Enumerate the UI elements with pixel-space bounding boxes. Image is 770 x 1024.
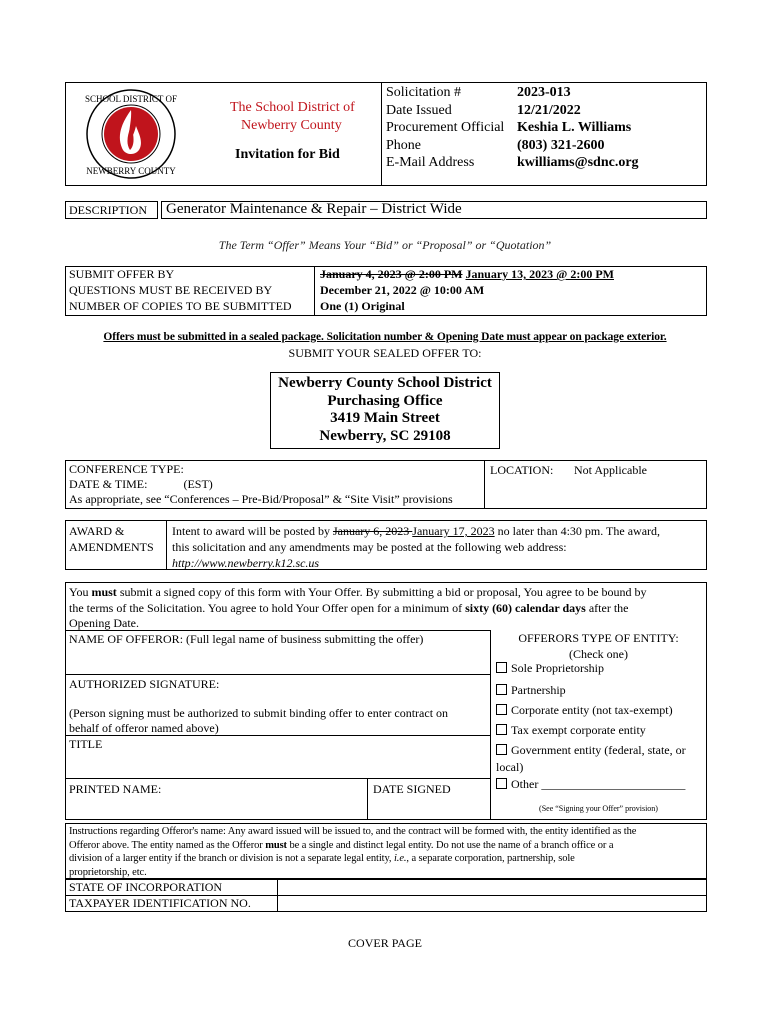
svg-text:NEWBERRY COUNTY: NEWBERRY COUNTY <box>86 166 176 176</box>
title-label: TITLE <box>69 737 103 751</box>
instructions-text <box>69 825 705 879</box>
solicitation-values <box>517 84 639 172</box>
label-questions-due: QUESTIONS MUST BE RECEIVED BY <box>69 283 273 297</box>
label-email: E-Mail Address <box>386 155 475 170</box>
entity-option-government[interactable] <box>496 742 686 776</box>
entity-option-label: Sole Proprietorship <box>511 661 604 675</box>
address-block <box>270 375 500 445</box>
entity-note: (See “Signing your Offer” provision) <box>539 804 658 813</box>
state-of-incorporation-label: STATE OF INCORPORATION <box>69 880 223 894</box>
printed-name-field[interactable] <box>66 797 366 819</box>
taxpayer-id-field[interactable] <box>278 896 706 911</box>
label-procurement-official: Procurement Official <box>386 120 505 135</box>
taxpayer-id-label: TAXPAYER IDENTIFICATION NO. <box>69 896 251 910</box>
instructions-line4: proprietorship, etc. <box>69 866 147 878</box>
address-line-4: Newberry, SC 29108 <box>319 427 451 444</box>
conference-type-label: CONFERENCE TYPE: <box>69 462 184 476</box>
checkbox-icon[interactable] <box>496 704 507 715</box>
description-value: Generator Maintenance & Repair – District Wide <box>166 201 462 217</box>
instructions-line3-a: division of a larger entity if the branch or division is not a separate legal entity, <box>69 853 394 864</box>
authorized-signature-note <box>69 706 448 736</box>
solicitation-labels <box>386 84 504 172</box>
entity-title-line2: (Check one) <box>569 647 628 661</box>
conference-note: As appropriate, see “Conferences – Pre-Bid/Proposal” & “Site Visit” provisions <box>69 492 453 506</box>
dates-labels <box>69 266 292 314</box>
instructions-must: must <box>265 839 287 851</box>
signing-text-d: after the <box>585 600 629 615</box>
dates-values <box>320 266 614 314</box>
checkbox-icon[interactable] <box>496 684 507 695</box>
doc-type: Invitation for Bid <box>235 147 340 162</box>
signing-days: sixty (60) calendar days <box>465 600 586 615</box>
signing-text-a: You <box>69 585 92 599</box>
checkbox-icon[interactable] <box>496 744 507 755</box>
number-of-copies: One (1) Original <box>320 299 405 313</box>
signing-text-e: Opening Date. <box>69 616 139 630</box>
award-label-line1: AWARD & <box>69 524 125 538</box>
entity-option-label: Partnership <box>511 683 566 697</box>
instructions-line1: Instructions regarding Offeror's name: Any award issued will be issued to, and the contract will be formed with, the entity identified as the <box>69 826 637 837</box>
authorized-signature-label: AUTHORIZED SIGNATURE: <box>69 677 220 691</box>
instructions-line2-a: Offeror above. The entity named as the Offeror <box>69 839 266 851</box>
authorized-signature-field[interactable] <box>66 692 489 704</box>
procurement-official: Keshia L. Williams <box>517 120 632 135</box>
solicitation-number: 2023-013 <box>517 85 571 100</box>
printed-name-label: PRINTED NAME: <box>69 782 162 796</box>
location-label: LOCATION: <box>490 463 554 477</box>
label-number-of-copies: NUMBER OF COPIES TO BE SUBMITTED <box>69 299 292 313</box>
signing-text-b: submit a signed copy of this form with Your Offer. By submitting a bid or proposal, You agree to be bound by <box>116 585 647 599</box>
signing-must: must <box>91 585 117 599</box>
entity-option-label: Government entity (federal, state, or <box>511 743 686 757</box>
award-label-line2: AMENDMENTS <box>69 540 154 554</box>
conference-timezone: (EST) <box>183 477 213 491</box>
offeror-name-field[interactable] <box>66 648 489 674</box>
instructions-ie: i.e. <box>393 853 407 864</box>
svg-text:SCHOOL DISTRICT OF: SCHOOL DISTRICT OF <box>84 94 178 104</box>
auth-note-line2: behalf of offeror named above) <box>69 721 219 735</box>
entity-option-label: Tax exempt corporate entity <box>511 723 646 737</box>
checkbox-icon[interactable] <box>496 778 507 789</box>
description-label: DESCRIPTION <box>69 203 148 217</box>
org-name-line1: The School District of <box>230 100 355 115</box>
label-solicitation-number: Solicitation # <box>386 85 462 100</box>
award-date-new: January 17, 2023 <box>412 524 495 538</box>
label-date-issued: Date Issued <box>386 102 452 118</box>
entity-option-partnership[interactable] <box>496 683 566 698</box>
checkbox-icon[interactable] <box>496 662 507 673</box>
checkbox-icon[interactable] <box>496 724 507 735</box>
questions-due-date: December 21, 2022 @ 10:00 AM <box>320 283 485 297</box>
phone: (803) 321-2600 <box>517 137 605 153</box>
award-text <box>172 523 660 571</box>
signing-text-c: the terms of the Solicitation. You agree to hold Your Offer open for a minimum of <box>69 600 466 615</box>
submit-to-label: SUBMIT YOUR SEALED OFFER TO: <box>288 346 482 360</box>
instructions-line2-b: be a single and distinct legal entity. Do not use the name of a branch office or a <box>286 839 614 851</box>
auth-note-line1: (Person signing must be authorized to submit binding offer to enter contract on <box>69 706 449 720</box>
email-address: kwilliams@sdnc.org <box>517 155 639 170</box>
conference-block <box>69 462 453 507</box>
entity-option-sole-proprietorship[interactable] <box>496 661 604 676</box>
signing-intro <box>69 585 647 632</box>
award-label <box>69 523 154 555</box>
submit-date-struck: January 4, 2023 @ 2:00 PM <box>320 267 463 281</box>
entity-option-cont: local) <box>496 760 524 774</box>
instructions-line3-b: , a separate corporation, partnership, sole <box>406 853 575 864</box>
label-submit-offer-by: SUBMIT OFFER BY <box>69 267 175 281</box>
award-text-b: no later than 4:30 pm. The award, <box>494 524 661 538</box>
award-text-line2: this solicitation and any amendments may be posted at the following web address: <box>172 540 567 554</box>
district-seal-logo <box>72 86 190 182</box>
date-issued: 12/21/2022 <box>517 102 581 118</box>
org-name-line2: Newberry County <box>241 118 342 133</box>
address-line-3: 3419 Main Street <box>330 410 440 426</box>
award-text-a: Intent to award will be posted by <box>172 524 333 538</box>
conference-datetime-label: DATE & TIME: <box>69 477 148 491</box>
entity-option-tax-exempt[interactable] <box>496 723 646 738</box>
location-value: Not Applicable <box>574 463 647 477</box>
entity-type-title <box>490 630 707 662</box>
offer-term-note: The Term “Offer” Means Your “Bid” or “Proposal” or “Quotation” <box>218 238 552 252</box>
address-line-1: Newberry County School District <box>278 375 492 391</box>
title-field[interactable] <box>66 752 489 777</box>
offeror-name-label: NAME OF OFFEROR: (Full legal name of business submitting the offer) <box>69 632 424 646</box>
submit-date-new: January 13, 2023 @ 2:00 PM <box>465 267 614 281</box>
date-signed-label: DATE SIGNED <box>373 782 451 796</box>
award-url-link[interactable]: http://www.newberry.k12.sc.us <box>172 556 320 570</box>
entity-title-line1: OFFERORS TYPE OF ENTITY: <box>518 631 679 645</box>
label-phone: Phone <box>386 137 421 153</box>
entity-option-corporate[interactable] <box>496 703 673 718</box>
award-date-struck: January 6, 2023 <box>332 524 413 538</box>
sealed-notice: Offers must be submitted in a sealed package. Solicitation number & Opening Date must appear on package exterior. <box>103 331 667 343</box>
state-of-incorporation-field[interactable] <box>278 880 706 894</box>
footer-cover-page: COVER PAGE <box>348 936 422 950</box>
address-line-2: Purchasing Office <box>327 392 443 409</box>
entity-option-label: Other ________________________ <box>511 777 686 791</box>
date-signed-field[interactable] <box>368 797 489 819</box>
entity-option-label: Corporate entity (not tax-exempt) <box>511 703 673 717</box>
entity-option-other[interactable] <box>496 777 685 792</box>
